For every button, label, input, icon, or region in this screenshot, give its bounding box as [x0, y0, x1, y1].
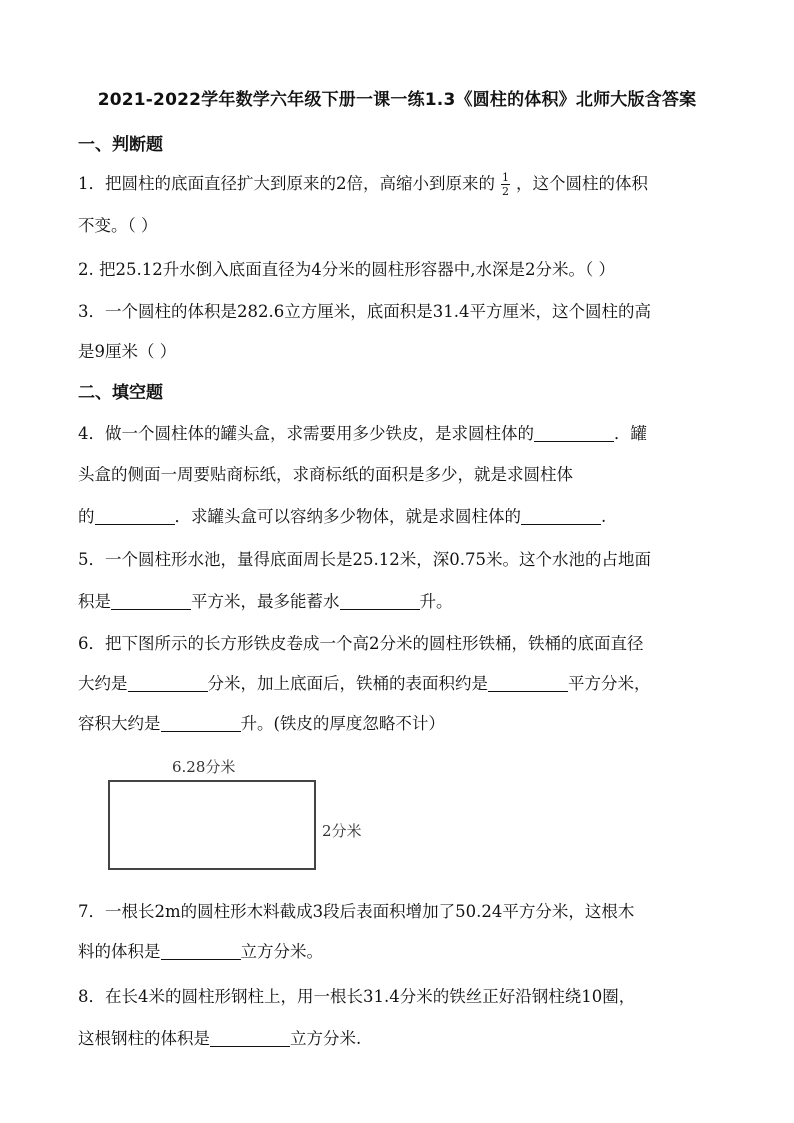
question-4-line-1	[78, 420, 647, 444]
fraction-numerator: 1	[502, 171, 509, 184]
question-6-text-c: 平方分米，	[568, 674, 651, 693]
answer-blank[interactable]	[210, 1028, 290, 1047]
section-heading-judge: 一、判断题	[78, 135, 163, 155]
question-8-line-2	[78, 1025, 361, 1049]
answer-blank[interactable]	[95, 506, 175, 525]
question-7-text-b: 立方分米。	[240, 942, 323, 961]
question-1-text-a: 1．把圆柱的底面直径扩大到原来的2倍，高缩小到原来的	[78, 174, 495, 193]
answer-blank[interactable]	[521, 506, 601, 525]
answer-blank[interactable]	[161, 941, 241, 960]
page-title: 2021-2022学年数学六年级下册一课一练1.3《圆柱的体积》北师大版含答案	[97, 90, 697, 110]
question-4-line-2: 头盒的侧面一周要贴商标纸，求商标纸的面积是多少，就是求圆柱体	[78, 465, 573, 484]
question-6-text-e: 升。(铁皮的厚度忽略不计）	[240, 714, 445, 733]
question-7-line-1: 7．一根长2m的圆柱形木料截成3段后表面积增加了50.24平方分米，这根木	[78, 902, 635, 921]
question-7-line-2	[78, 938, 323, 962]
question-2-line-1: 2. 把25.12升水倒入底面直径为4分米的圆柱形容器中,水深是2分米。（ ）	[78, 260, 615, 279]
question-5-line-1: 5．一个圆柱形水池，量得底面周长是25.12米，深0.75米。这个水池的占地面	[78, 550, 651, 569]
question-4-text-b: ．罐	[614, 424, 647, 443]
question-4-text-d: ．求罐头盒可以容纳多少物体，就是求圆柱体的	[174, 507, 521, 526]
figure-width-label: 2分米	[322, 822, 362, 840]
answer-blank[interactable]	[111, 591, 191, 610]
question-3-line-1: 3．一个圆柱的体积是282.6立方厘米，底面积是31.4平方厘米，这个圆柱的高	[78, 302, 651, 321]
iron-sheet-rectangle	[108, 780, 316, 870]
question-3-line-2: 是9厘米（ ）	[78, 342, 177, 361]
question-6-text-d: 容积大约是	[78, 714, 161, 733]
rectangle-figure	[100, 752, 380, 877]
answer-blank[interactable]	[534, 423, 614, 442]
figure-length-label: 6.28分米	[172, 758, 236, 776]
question-6-text-b: 分米，加上底面后，铁桶的表面积约是	[207, 674, 488, 693]
question-8-text-a: 这根钢柱的体积是	[78, 1029, 210, 1048]
question-4-text-a: 4．做一个圆柱体的罐头盒，求需要用多少铁皮，是求圆柱体的	[78, 424, 534, 443]
question-6-line-1: 6．把下图所示的长方形铁皮卷成一个高2分米的圆柱形铁桶，铁桶的底面直径	[78, 634, 644, 653]
question-4-line-3	[78, 503, 606, 527]
answer-blank[interactable]	[128, 673, 208, 692]
fraction-one-half	[501, 172, 510, 197]
question-8-text-b: 立方分米.	[290, 1029, 362, 1048]
question-1-line-2: 不变。（ ）	[78, 216, 158, 235]
answer-blank[interactable]	[340, 591, 420, 610]
question-6-line-3	[78, 710, 445, 734]
question-6-line-2	[78, 670, 651, 694]
question-5-text-b: 平方米，最多能蓄水	[191, 592, 340, 611]
question-5-text-a: 积是	[78, 592, 111, 611]
question-7-text-a: 料的体积是	[78, 942, 161, 961]
question-6-text-a: 大约是	[78, 674, 128, 693]
section-heading-fill: 二、填空题	[78, 383, 163, 403]
answer-blank[interactable]	[161, 713, 241, 732]
question-4-text-c: 的	[78, 507, 95, 526]
fraction-denominator: 2	[502, 185, 509, 198]
question-1-line-1	[78, 170, 648, 197]
question-1-text-b: ，这个圆柱的体积	[516, 174, 648, 193]
question-5-text-c: 升。	[419, 592, 453, 611]
answer-blank[interactable]	[488, 673, 568, 692]
question-8-line-1: 8．在长4米的圆柱形钢柱上，用一根长31.4分米的铁丝正好沿钢柱绕10圈，	[78, 987, 636, 1006]
question-4-text-e: .	[601, 507, 607, 526]
question-5-line-2	[78, 588, 453, 612]
